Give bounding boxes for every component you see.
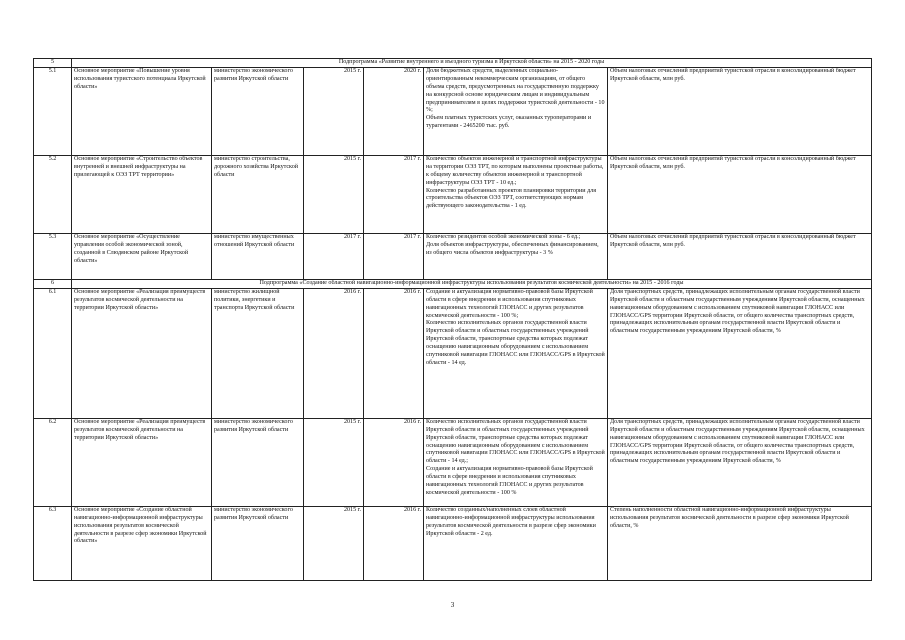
section-title: Подпрограмма «Развитие внутреннего и въездного туризма в Иркутской области» на 2015 - 2020 годы — [72, 59, 872, 68]
indicators-cell: Количество объектов инженерной и транспортной инфраструктуры на территории ОЭЗ ТРТ, по которым выполнены проектные работы, к общему количеству объектов инженерной и транспортной инфраструктуры ОЭЗ ТРТ - 10 ед.; Количество разработанных проектов планировки территории для строительства объектов ОЭЗ ТРТ, соответствующих нормам действующего законодательства - 1 ед. — [424, 155, 608, 233]
end-year-cell: 2016 г. — [364, 418, 424, 506]
section-number: 5 — [34, 59, 72, 68]
indicators-cell: Доля бюджетных средств, выделенных социально-ориентированным некоммерческим организациям, от общего объема средств, предусмотренных на государственную поддержку на конкурсной основе юридическим лицам и индивидуальным предпринимателям в целях поддержки туристской деятельности - 10 %; Объем платных туристских услуг, оказанных туроператорами и турагентами - 2465200 тыс. руб. — [424, 67, 608, 155]
row-number: 6.1 — [34, 288, 72, 418]
effect-cell: Объем налоговых отчислений предприятий туристской отрасли в консолидированный бюджет Иркутской области, млн руб. — [608, 67, 872, 155]
activity-cell: Основное мероприятие «Создание областной навигационно-информационной инфраструктуры использования результатов космической деятельности в разрезе сфер экономики Иркутской области» — [72, 506, 212, 580]
start-year-cell: 2015 г. — [304, 506, 364, 580]
effect-cell: Объем налоговых отчислений предприятий туристской отрасли в консолидированный бюджет Иркутской области, млн руб. — [608, 155, 872, 233]
effect-cell: Доля транспортных средств, принадлежащих исполнительным органам государственной власти Иркутской области и областным государственным учреждениям Иркутской области, оснащенных навигационным оборудованием с использованием спутниковой навигации ГЛОНАСС или ГЛОНАСС/GPS территории Иркутской области, от общего количества транспортных средств, принадлежащих исполнительным органам государственной власти Иркутской области и областным государственным учреждениям Иркутской области, % — [608, 418, 872, 506]
start-year-cell: 2015 г. — [304, 67, 364, 155]
start-year-cell: 2015 г. — [304, 418, 364, 506]
table-row — [34, 418, 872, 506]
section-title: Подпрограмма «Создание областной навигационно-информационной инфраструктуры использования результатов космической деятельности» на 2015 - 2016 годы — [72, 279, 872, 288]
table-row — [34, 155, 872, 233]
table-row — [34, 288, 872, 418]
section-number: 6 — [34, 279, 72, 288]
program-table — [33, 58, 872, 581]
executor-cell: министерство жилищной политики, энергетики и транспорта Иркутской области — [212, 288, 304, 418]
activity-cell: Основное мероприятие «Осуществление управления особой экономической зоной, созданной в Слюдянском районе Иркутской области» — [72, 233, 212, 279]
table-row — [34, 233, 872, 279]
row-number: 5.2 — [34, 155, 72, 233]
effect-cell: Доля транспортных средств, принадлежащих исполнительным органам государственной власти Иркутской области и областным государственным учреждениям Иркутской области, оснащенных навигационным оборудованием с использованием спутниковой навигации ГЛОНАСС или ГЛОНАСС/GPS территории Иркутской области, от общего количества транспортных средств, принадлежащих исполнительным органам государственной власти Иркутской области и областным государственным учреждениям Иркутской области, % — [608, 288, 872, 418]
table-row — [34, 506, 872, 580]
start-year-cell: 2015 г. — [304, 155, 364, 233]
activity-cell: Основное мероприятие «Реализация преимуществ результатов космической деятельности на территории Иркутской области» — [72, 288, 212, 418]
end-year-cell: 2017 г. — [364, 233, 424, 279]
row-number: 6.3 — [34, 506, 72, 580]
executor-cell: министерство имущественных отношений Иркутской области — [212, 233, 304, 279]
row-number: 5.3 — [34, 233, 72, 279]
indicators-cell: Количество резидентов особой экономической зоны - 6 ед.; Доля объектов инфраструктуры, обеспеченных финансированием, из общего числа объектов инфраструктуры - 3 % — [424, 233, 608, 279]
table-body — [34, 59, 872, 581]
row-number: 5.1 — [34, 67, 72, 155]
end-year-cell: 2016 г. — [364, 506, 424, 580]
effect-cell: Степень наполненности областной навигационно-информационной инфраструктуры использования результатов космической деятельности в разрезе сфер экономики Иркутской области, % — [608, 506, 872, 580]
indicators-cell: Количество созданных/наполненных слоев областной навигационно-информационной инфраструктуры использования результатов космической деятельности в разрезе сфер экономики Иркутской области - 2 ед. — [424, 506, 608, 580]
activity-cell: Основное мероприятие «Реализация преимуществ результатов космической деятельности на территории Иркутской области» — [72, 418, 212, 506]
end-year-cell: 2017 г. — [364, 155, 424, 233]
executor-cell: министерство строительства, дорожного хозяйства Иркутской области — [212, 155, 304, 233]
activity-cell: Основное мероприятие «Повышение уровня использования туристского потенциала Иркутской области» — [72, 67, 212, 155]
start-year-cell: 2016 г. — [304, 288, 364, 418]
indicators-cell: Количество исполнительных органов государственной власти Иркутской области и областных государственных учреждений Иркутской области, транспортные средства которых подлежат оснащению навигационным оборудованием с использованием спутниковой навигации ГЛОНАСС или ГЛОНАСС/GPS в Иркутской области - 14 ед.; Создание и актуализация нормативно-правовой базы Иркутской области в сфере внедрения и использования спутниковых навигационных технологий ГЛОНАСС и других результатов космической деятельности - 100 % — [424, 418, 608, 506]
table-row — [34, 67, 872, 155]
effect-cell: Объем налоговых отчислений предприятий туристской отрасли в консолидированный бюджет Иркутской области, млн руб. — [608, 233, 872, 279]
executor-cell: министерство экономического развития Иркутской области — [212, 506, 304, 580]
document-sheet — [33, 58, 871, 581]
section-row — [34, 279, 872, 288]
activity-cell: Основное мероприятие «Строительство объектов внутренней и внешней инфраструктуры на прилегающей к ОЭЗ ТРТ территории» — [72, 155, 212, 233]
end-year-cell: 2020 г. — [364, 67, 424, 155]
row-number: 6.2 — [34, 418, 72, 506]
start-year-cell: 2017 г. — [304, 233, 364, 279]
end-year-cell: 2016 г. — [364, 288, 424, 418]
executor-cell: министерство экономического развития Иркутской области — [212, 418, 304, 506]
indicators-cell: Создание и актуализация нормативно-правовой базы Иркутской области в сфере внедрения и использования спутниковых навигационных технологий ГЛОНАСС и других результатов космической деятельности - 100 %; Количество исполнительных органов государственной власти Иркутской области и областных государственных учреждений Иркутской области, транспортные средства которых подлежат оснащению навигационным оборудованием с использованием спутниковой навигации ГЛОНАСС или ГЛОНАСС/GPS в Иркутской области - 14 ед. — [424, 288, 608, 418]
executor-cell: министерство экономического развития Иркутской области — [212, 67, 304, 155]
section-row — [34, 59, 872, 68]
page-number: 3 — [450, 601, 455, 609]
